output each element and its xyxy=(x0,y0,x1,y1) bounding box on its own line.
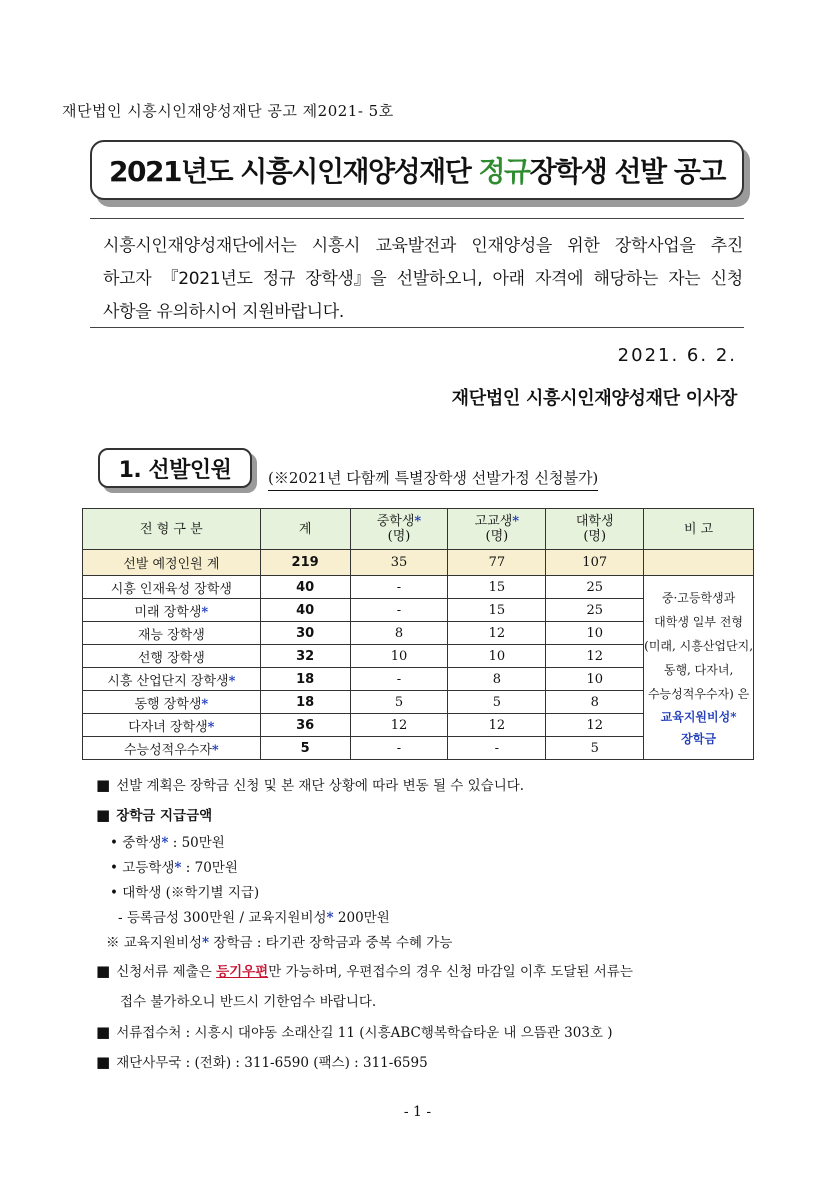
intro-word: 선발하오니, xyxy=(396,269,483,289)
bullet-contact: ■ 재단사무국 : (전화) : 311-6590 (팩스) : 311-6595 xyxy=(96,1053,428,1071)
row-high: 15 xyxy=(448,599,546,622)
row-high: 15 xyxy=(448,576,546,599)
intro-word: 아래 xyxy=(492,269,525,289)
title-part1: 2021년도 시흥시인재양성재단 xyxy=(109,155,479,188)
square-bullet-icon: ■ xyxy=(96,1053,111,1071)
row-college: 25 xyxy=(546,599,644,622)
row-total: 18 xyxy=(260,691,350,714)
intro-word: 하고자 xyxy=(103,269,152,289)
title-box xyxy=(90,140,744,200)
intro-line-3: 사항을 유의하시어 지원바랍니다. xyxy=(103,302,345,322)
bullet-submission-line2: 접수 불가하오니 반드시 기한엄수 바랍니다. xyxy=(120,994,377,1010)
intro-word: 교육발전과 xyxy=(375,236,457,256)
row-middle: 5 xyxy=(350,691,448,714)
intro-word: 추진 xyxy=(710,236,743,256)
header-high: 고교생* (명) xyxy=(448,509,546,550)
intro-word: 해당하는 xyxy=(593,269,658,289)
total-note xyxy=(644,550,754,576)
square-bullet-icon: ■ xyxy=(96,806,111,824)
row-label: 수능성적우수자* xyxy=(83,737,261,760)
row-middle: - xyxy=(350,737,448,760)
row-high: 12 xyxy=(448,622,546,645)
header-note: 비 고 xyxy=(644,509,754,550)
row-college: 10 xyxy=(546,622,644,645)
row-college: 5 xyxy=(546,737,644,760)
intro-word: 위한 xyxy=(567,236,600,256)
row-label: 시흥 인재육성 장학생 xyxy=(83,576,261,599)
amount-high: • 고등학생* : 70만원 xyxy=(110,860,238,876)
intro-line-1 xyxy=(103,230,743,263)
divider-top xyxy=(90,218,744,219)
duplicate-benefit-note: ※ 교육지원비성* 장학금 : 타기관 장학금과 중복 수혜 가능 xyxy=(106,935,453,951)
row-high: - xyxy=(448,737,546,760)
intro-word: 『2021년도 xyxy=(161,269,253,289)
intro-line-2 xyxy=(103,263,743,296)
square-bullet-icon: ■ xyxy=(96,1023,111,1041)
row-total: 40 xyxy=(260,576,350,599)
header-middle: 중학생* (명) xyxy=(350,509,448,550)
table-row xyxy=(83,576,754,599)
section-note: (※2021년 다함께 특별장학생 선발가정 신청불가) xyxy=(268,467,598,491)
amount-college-detail: - 등록금성 300만원 / 교육지원비성* 200만원 xyxy=(118,910,390,926)
announcement-date: 2021. 6. 2. xyxy=(617,345,737,366)
square-bullet-icon: ■ xyxy=(96,962,111,980)
row-middle: 10 xyxy=(350,645,448,668)
row-total: 32 xyxy=(260,645,350,668)
row-label: 선행 장학생 xyxy=(83,645,261,668)
intro-word: 장학사업을 xyxy=(614,236,696,256)
header-category: 전 형 구 분 xyxy=(83,509,261,550)
amount-middle: • 중학생* : 50만원 xyxy=(110,835,225,851)
row-label: 다자녀 장학생* xyxy=(83,714,261,737)
intro-word: 인재양성을 xyxy=(471,236,552,256)
title-part2: 장학생 선발 공고 xyxy=(529,155,725,188)
intro-paragraph xyxy=(103,230,743,329)
intro-word: 정규 xyxy=(262,269,296,289)
row-high: 8 xyxy=(448,668,546,691)
row-total: 30 xyxy=(260,622,350,645)
row-middle: - xyxy=(350,599,448,622)
total-total: 219 xyxy=(260,550,350,576)
section-title: 1. 선발인원 xyxy=(98,448,252,488)
row-label: 재능 장학생 xyxy=(83,622,261,645)
bullet-amount-title: ■ 장학금 지급금액 xyxy=(96,806,213,824)
row-label: 동행 장학생* xyxy=(83,691,261,714)
row-middle: 12 xyxy=(350,714,448,737)
page-number: - 1 - xyxy=(403,1104,432,1120)
total-high: 77 xyxy=(448,550,546,576)
notice-number: 재단법인 시흥시인재양성재단 공고 제2021- 5호 xyxy=(62,102,394,120)
intro-word: 자격에 xyxy=(534,269,584,289)
title-highlight: 정규 xyxy=(478,155,530,188)
bullet-address: ■ 서류접수처 : 시흥시 대야동 소래산길 11 (시흥ABC행복학습타운 내 으뜸관 303호 ) xyxy=(96,1023,613,1041)
row-note: 중·고등학생과 대학생 일부 전형 (미래, 시흥산업단지, 동행, 다자녀, 수능성적우수자) 은 교육지원비성* 장학금 xyxy=(644,576,754,760)
recruitment-table xyxy=(82,508,754,760)
bullet-plan-change: ■ 선발 계획은 장학금 신청 및 본 재단 상황에 따라 변동 될 수 있습니다. xyxy=(96,776,525,794)
document-title xyxy=(109,150,725,190)
header-college: 대학생 (명) xyxy=(546,509,644,550)
row-total: 36 xyxy=(260,714,350,737)
row-label: 미래 장학생* xyxy=(83,599,261,622)
row-middle: - xyxy=(350,668,448,691)
row-middle: 8 xyxy=(350,622,448,645)
header-total: 계 xyxy=(260,509,350,550)
amount-college: • 대학생 (※학기별 지급) xyxy=(110,885,260,901)
row-total: 18 xyxy=(260,668,350,691)
bullet-submission: ■ 신청서류 제출은 등기우편만 가능하며, 우편접수의 경우 신청 마감일 이후 도달된 서류는 xyxy=(96,962,633,980)
row-college: 25 xyxy=(546,576,644,599)
square-bullet-icon: ■ xyxy=(96,776,111,794)
row-middle: - xyxy=(350,576,448,599)
row-college: 10 xyxy=(546,668,644,691)
total-label: 선발 예정인원 계 xyxy=(83,550,261,576)
intro-word: 장학생』을 xyxy=(305,269,387,289)
row-college: 12 xyxy=(546,645,644,668)
issuer: 재단법인 시흥시인재양성재단 이사장 xyxy=(451,388,737,409)
divider-bottom xyxy=(90,327,744,328)
table-total-row xyxy=(83,550,754,576)
row-high: 10 xyxy=(448,645,546,668)
row-total: 5 xyxy=(260,737,350,760)
row-label: 시흥 산업단지 장학생* xyxy=(83,668,261,691)
table-header-row xyxy=(83,509,754,550)
intro-word: 시흥시인재양성재단에서는 xyxy=(103,236,297,256)
row-high: 5 xyxy=(448,691,546,714)
row-total: 40 xyxy=(260,599,350,622)
registered-mail-highlight: 등기우편 xyxy=(216,964,269,980)
intro-word: 시흥시 xyxy=(311,236,361,256)
row-college: 8 xyxy=(546,691,644,714)
total-middle: 35 xyxy=(350,550,448,576)
total-college: 107 xyxy=(546,550,644,576)
row-high: 12 xyxy=(448,714,546,737)
row-college: 12 xyxy=(546,714,644,737)
intro-word: 자는 xyxy=(668,269,701,289)
intro-word: 신청 xyxy=(710,269,743,289)
